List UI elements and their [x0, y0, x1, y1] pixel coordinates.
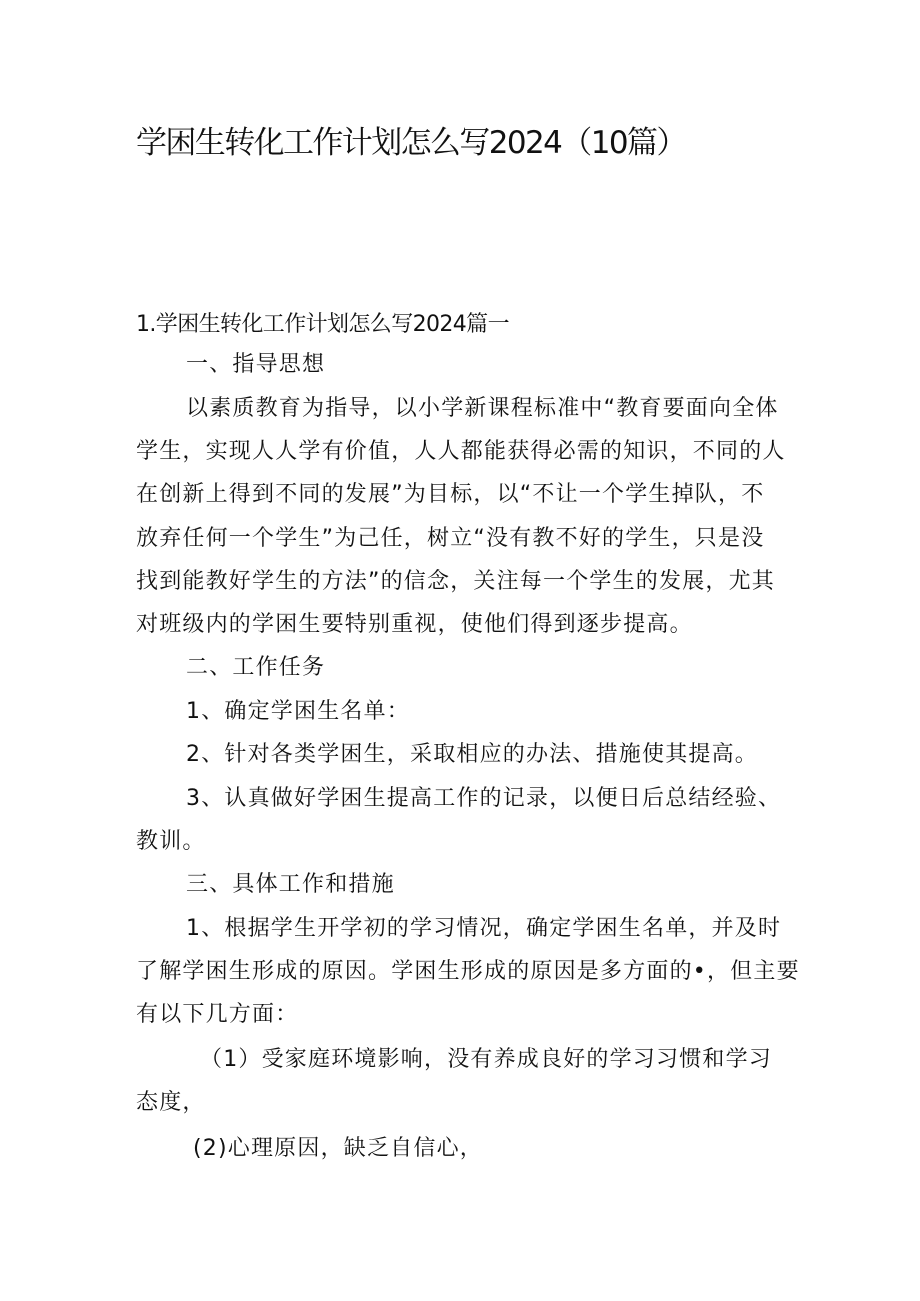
- section-heading-guiding-ideology: 一、指导思想: [186, 352, 326, 377]
- reason-item: (2)心理原因，缺乏自信心，: [193, 1136, 483, 1161]
- paragraph-line: 了解学困生形成的原因。学困生形成的原因是多方面的•，但主要: [136, 959, 800, 984]
- paragraph-line: 对班级内的学困生要特别重视，使他们得到逐步提高。: [136, 612, 693, 637]
- paragraph-line: 以素质教育为指导，以小学新课程标准中“教育要面向全体: [186, 396, 779, 421]
- paragraph-line: 学生，实现人人学有价值，人人都能获得必需的知识，不同的人: [136, 439, 786, 464]
- task-item: 3、认真做好学困生提高工作的记录，以便日后总结经验、: [186, 786, 782, 811]
- reason-item-continuation: 态度，: [136, 1090, 206, 1115]
- paragraph-line: 找到能教好学生的方法”的信念，关注每一个学生的发展，尤其: [136, 569, 775, 594]
- document-title: 学困生转化工作计划怎么写2024（10篇）: [136, 125, 686, 161]
- paragraph-line: 放弃任何一个学生”为己任，树立“没有教不好的学生，只是没: [136, 526, 765, 551]
- paragraph-line: 在创新上得到不同的发展”为目标，以“不让一个学生掉队，不: [136, 482, 765, 507]
- paragraph-line: 有以下几方面：: [136, 1002, 299, 1027]
- article-heading: 1.学困生转化工作计划怎么写2024篇一: [136, 312, 509, 337]
- task-item: 2、针对各类学困生，采取相应的办法、措施使其提高。: [186, 742, 758, 767]
- task-item: 1、确定学困生名单：: [186, 699, 410, 724]
- paragraph-line: 1、根据学生开学初的学习情况，确定学困生名单，并及时: [186, 916, 782, 941]
- reason-item: （1）受家庭环境影响，没有养成良好的学习习惯和学习: [200, 1047, 772, 1072]
- task-item-continuation: 教训。: [136, 829, 206, 854]
- section-heading-measures: 三、具体工作和措施: [186, 872, 395, 897]
- section-heading-work-tasks: 二、工作任务: [186, 655, 326, 680]
